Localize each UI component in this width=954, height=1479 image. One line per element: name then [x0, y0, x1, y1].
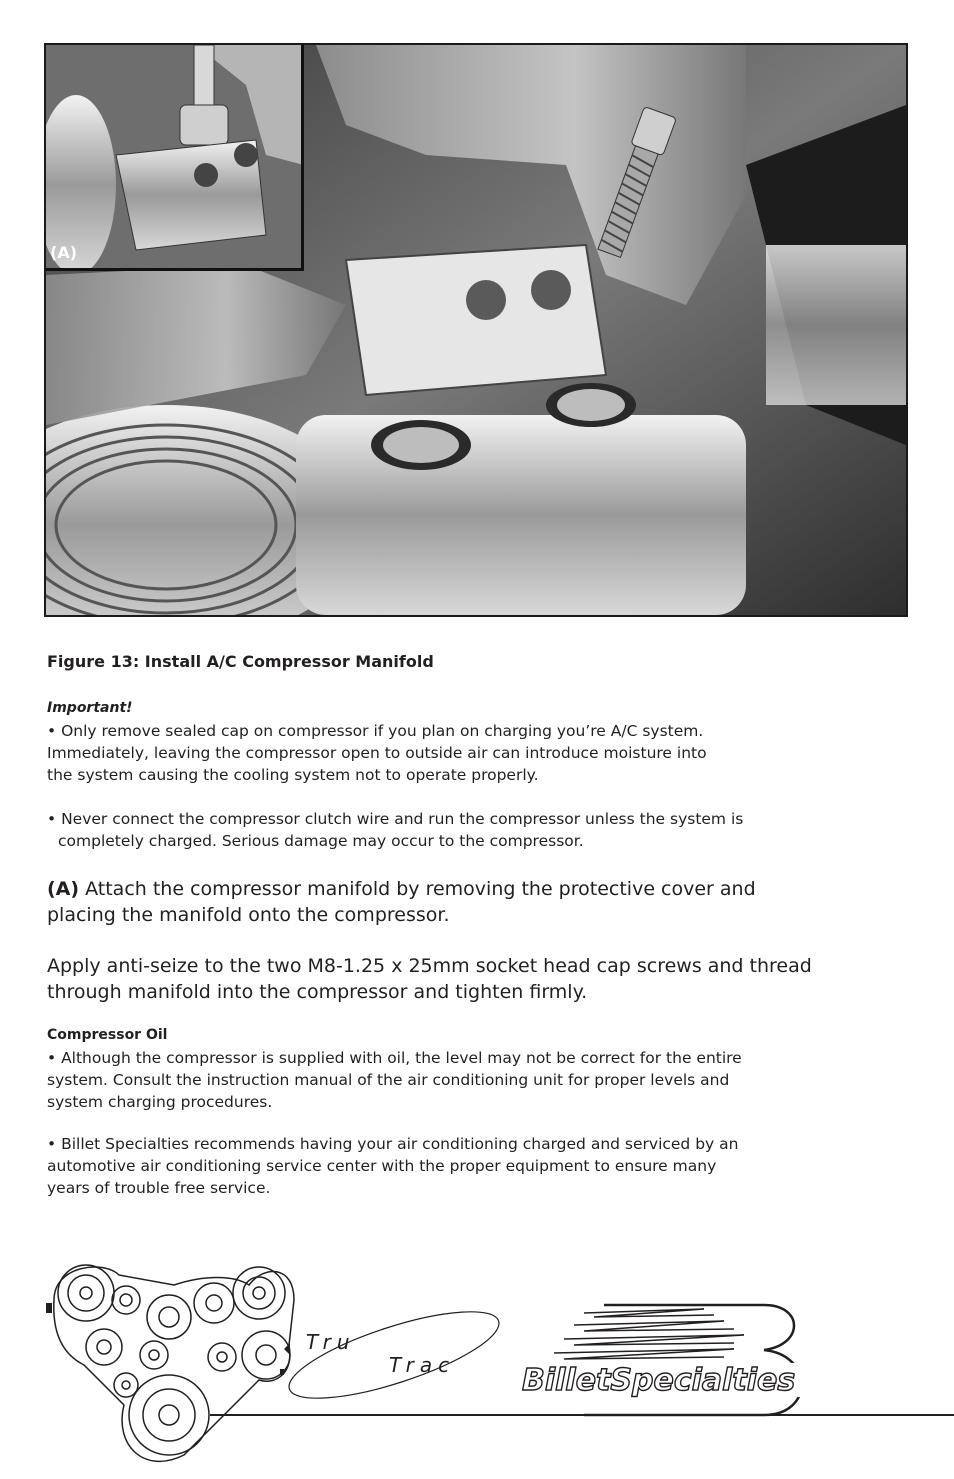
text-line: years of trouble free service. [47, 1179, 271, 1197]
oil-bullet-1 [47, 1047, 907, 1113]
figure-photo [44, 43, 908, 617]
figure-caption: Figure 13: Install A/C Compressor Manifold [47, 652, 434, 671]
text-line: • Billet Specialties recommends having your air conditioning charged and serviced by an [47, 1135, 739, 1153]
billet-specialties-wordmark: BilletSpecialties [522, 1363, 796, 1398]
important-bullet-2 [47, 808, 907, 852]
text-line: system charging procedures. [47, 1093, 273, 1111]
drive-system-diagram-icon [54, 1265, 294, 1461]
text-line: Immediately, leaving the compressor open to outside air can introduce moisture into [47, 744, 707, 762]
text-line: • Although the compressor is supplied with oil, the level may not be correct for the entire [47, 1049, 742, 1067]
step-a-paragraph [47, 876, 907, 928]
text-line: system. Consult the instruction manual of the air conditioning unit for proper levels and [47, 1071, 730, 1089]
text-line: Apply anti-seize to the two M8-1.25 x 25mm socket head cap screws and thread [47, 955, 812, 977]
text-line: • Only remove sealed cap on compressor if you plan on charging you’re A/C system. [47, 722, 704, 740]
footer-logos-art [44, 1245, 954, 1475]
trutrac-logo [281, 1294, 508, 1415]
step-a-marker: (A) [47, 878, 80, 900]
footer-logos [44, 1245, 954, 1475]
inset-photo-a [46, 45, 304, 271]
text-line: Attach the compressor manifold by removing the protective cover and [79, 878, 756, 900]
trutrac-word-1: Tru [306, 1330, 356, 1354]
important-bullet-1 [47, 720, 907, 786]
compressor-oil-heading: Compressor Oil [47, 1027, 168, 1043]
inset-label: (A) [50, 243, 78, 262]
oil-bullet-2 [47, 1133, 907, 1199]
apply-paragraph [47, 953, 907, 1005]
billet-specialties-logo [520, 1305, 824, 1415]
text-line: • Never connect the compressor clutch wire and run the compressor unless the system is [47, 810, 744, 828]
inset-photo-illustration [46, 45, 304, 271]
important-heading: Important! [47, 700, 133, 716]
text-line: completely charged. Serious damage may occur to the compressor. [58, 832, 584, 850]
trutrac-word-2: Trac [389, 1353, 456, 1377]
text-line: through manifold into the compressor and tighten firmly. [47, 981, 588, 1003]
footer-rule [210, 1414, 954, 1416]
text-line: automotive air conditioning service center with the proper equipment to ensure many [47, 1157, 717, 1175]
text-line: the system causing the cooling system not to operate properly. [47, 766, 539, 784]
text-line: placing the manifold onto the compressor. [47, 904, 450, 926]
